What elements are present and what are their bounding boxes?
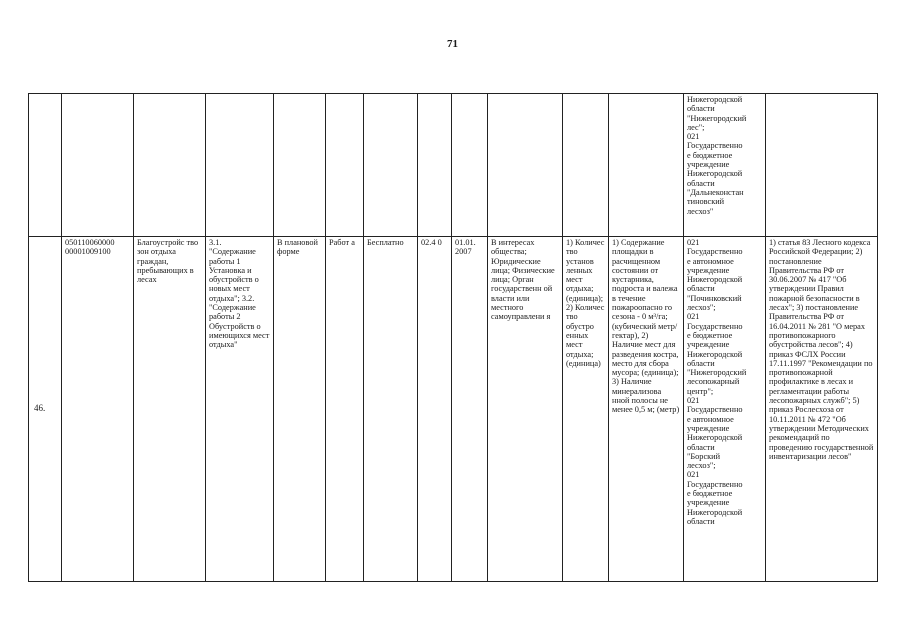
text-line: лесхоз" xyxy=(687,206,714,216)
text-line: лес"; xyxy=(687,122,705,132)
text-line: е бюджетное xyxy=(687,489,733,499)
text-line: области xyxy=(687,442,715,452)
text-line: Нижегородской xyxy=(687,507,743,517)
cell-empty xyxy=(609,94,684,237)
text-line: Государственно xyxy=(687,141,743,151)
cell-empty xyxy=(766,94,878,237)
cell-empty xyxy=(206,94,274,237)
cell-empty xyxy=(62,94,134,237)
text-line: 021 xyxy=(687,238,700,247)
cell-empty xyxy=(563,94,609,237)
text-line: "Нижегородский xyxy=(687,368,747,378)
cell-empty xyxy=(452,94,488,237)
table-row-46 xyxy=(29,237,878,582)
text-line: учреждение xyxy=(687,498,730,508)
cell-institutions-continued xyxy=(684,94,766,237)
text-line: "Нижегородский xyxy=(687,113,747,123)
text-line: области xyxy=(687,178,715,188)
text-line: Нижегородской xyxy=(687,275,743,285)
text-line: области xyxy=(687,284,715,294)
text-line: области xyxy=(687,358,715,368)
text-line: "Дальнеконстан xyxy=(687,187,744,197)
payment-type: Бесплатно xyxy=(364,237,418,582)
text-line: Нижегородской xyxy=(687,169,743,179)
text-line: Нижегородской xyxy=(687,349,743,359)
cell-empty xyxy=(364,94,418,237)
text-line: Нижегородской xyxy=(687,433,743,443)
text-line: 021 xyxy=(687,396,700,406)
row-number: 46. xyxy=(29,237,62,582)
cell-empty xyxy=(418,94,452,237)
text-line: учреждение xyxy=(687,265,730,275)
text-line: "Борский xyxy=(687,451,721,461)
text-line: е автономное xyxy=(687,256,734,266)
text-line: Государственно xyxy=(687,247,743,257)
text-line: тиновский xyxy=(687,197,725,207)
cell-empty xyxy=(134,94,206,237)
text-line: е бюджетное xyxy=(687,150,733,160)
cell-empty xyxy=(274,94,326,237)
quality-indicators: 1) Содержание площадки в расчищенном состоянии от кустарника, подроста и валежа в течение пожароопасно го сезона - 0 м³/га; (кубический метр/гектар), 2) Наличие мест для разведения костра, место для сбора мусора; (единица); 3) Наличие минерализова нной полосы не менее 0,5 м; (метр) xyxy=(609,237,684,582)
text-line: учреждение xyxy=(687,340,730,350)
table-row-continued xyxy=(29,94,878,237)
text-line: лесхоз"; xyxy=(687,303,716,313)
okved-code: 02.4 0 xyxy=(418,237,452,582)
work-type: Работ а xyxy=(326,237,364,582)
legal-basis: 1) статья 83 Лесного кодекса Российской Федерации; 2) постановление Правительства РФ от 30.06.2007 № 417 "Об утверждении Правил пожарной безопасности в лесах"; 3) постановление Правительства РФ от 16.04.2011 № 281 "О мерах противопожарного обустройства лесов"; 4) приказ ФСЛХ России 17.11.1997 "Рекомендации по противопожарной профилактике в лесах и регламентации работы лесопожарных служб"; 5) приказ Рослесхоза от 10.11.2011 № 472 "Об утверждении Методических рекомендаций по проведению государственной инвентаризации лесов" xyxy=(766,237,878,582)
text-line: Государственно xyxy=(687,321,743,331)
text-line: лесопожарный xyxy=(687,377,740,387)
text-line: Нижегородской xyxy=(687,95,743,104)
text-line: области xyxy=(687,104,715,114)
text-line: области xyxy=(687,516,715,526)
service-name: Благоустройс тво зон отдыха граждан, пребывающих в лесах xyxy=(134,237,206,582)
cell-empty xyxy=(488,94,563,237)
text-line: учреждение xyxy=(687,423,730,433)
text-line: 021 xyxy=(687,470,700,480)
text-line: центр"; xyxy=(687,386,714,396)
page-number: 71 xyxy=(447,38,458,50)
text-line: Государственно xyxy=(687,479,743,489)
text-line: 021 xyxy=(687,312,700,322)
text-line: е автономное xyxy=(687,414,734,424)
text-line: 021 xyxy=(687,132,700,142)
work-content: 3.1. "Содержание работы 1 Установка и обустройств о новых мест отдыха"; 3.2. "Содержание работы 2 Обустройств о имеющихся мест отдыха" xyxy=(206,237,274,582)
text-line: Государственно xyxy=(687,405,743,415)
text-line: учреждение xyxy=(687,160,730,170)
work-form: В плановой форме xyxy=(274,237,326,582)
cell-institutions xyxy=(684,237,766,582)
cell-empty xyxy=(29,94,62,237)
text-line: лесхоз"; xyxy=(687,461,716,471)
text-line: "Починковский xyxy=(687,293,742,303)
text-line: е бюджетное xyxy=(687,330,733,340)
volume-indicators: 1) Количес тво установ ленных мест отдыха; (единица); 2) Количес тво обустро енных мест отдыха; (единица) xyxy=(563,237,609,582)
start-date: 01.01. 2007 xyxy=(452,237,488,582)
service-code: 050110060000 00001009100 xyxy=(62,237,134,582)
consumer-categories: В интересах общества; Юридические лица; Физические лица; Орган государственн ой власти или местного самоуправлени я xyxy=(488,237,563,582)
registry-table xyxy=(28,93,878,582)
cell-empty xyxy=(326,94,364,237)
